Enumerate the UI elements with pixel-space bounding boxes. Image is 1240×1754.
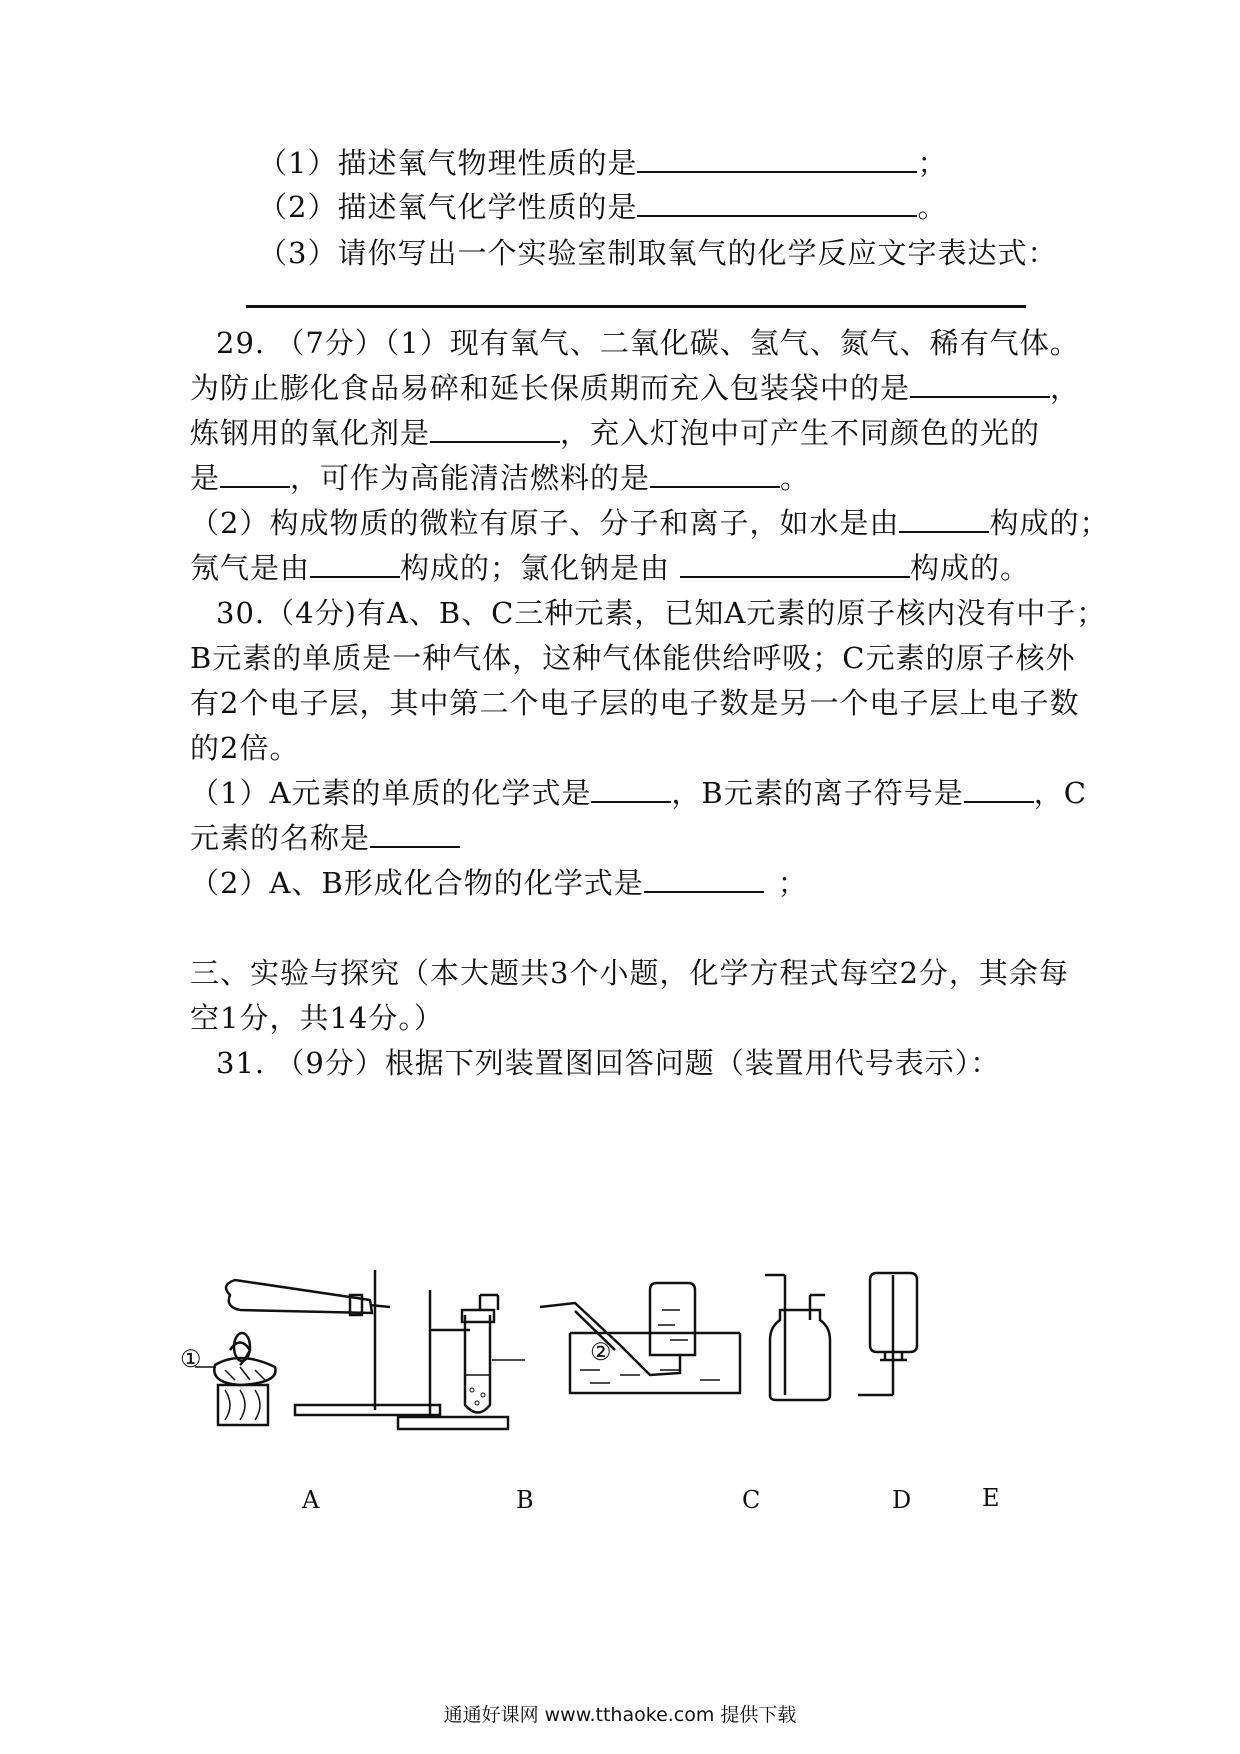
q30-line2: B元素的单质是一种气体，这种气体能供给呼吸；C元素的原子核外 — [190, 641, 1076, 675]
q30-line4: 的2倍。 — [190, 731, 300, 765]
answer-blank[interactable] — [430, 417, 560, 443]
section3-heading-line2: 空1分，共14分。） — [190, 1001, 444, 1035]
answer-blank[interactable] — [310, 552, 400, 578]
q30-line1: 30.（4分)有A、B、C三种元素，已知A元素的原子核内没有中子； — [216, 596, 1107, 630]
answer-blank[interactable] — [644, 867, 764, 893]
answer-blank[interactable] — [591, 777, 671, 803]
answer-blank[interactable] — [370, 822, 460, 848]
q28-part2: （2）描述氧气化学性质的是 。 — [258, 190, 948, 224]
answer-blank[interactable] — [899, 507, 989, 533]
marker-1: ① — [180, 1345, 202, 1373]
answer-blank[interactable] — [637, 147, 917, 173]
q29-line4: 是 ，可作为高能清洁燃料的是 。 — [190, 461, 811, 495]
q28-part1: （1）描述氧气物理性质的是 ； — [258, 146, 948, 180]
label-b: B — [516, 1486, 534, 1514]
marker-2: ② — [590, 1338, 612, 1366]
label-a: A — [302, 1486, 320, 1514]
answer-blank[interactable] — [964, 777, 1034, 803]
apparatus-b — [398, 1290, 525, 1429]
q28-part3: （3）请你写出一个实验室制取氧气的化学反应文字表达式： — [258, 236, 1058, 270]
apparatus-c — [540, 1283, 740, 1393]
q29-line5: （2）构成物质的微粒有原子、分子和离子，如水是由 构成的； — [190, 506, 1110, 540]
q29-line6: 氖气是由 构成的；氯化钠是由 构成的。 — [190, 551, 1031, 585]
apparatus-d — [765, 1275, 830, 1400]
label-d: D — [892, 1486, 912, 1514]
q29-line1: 29. （7分）（1）现有氧气、二氧化碳、氢气、氮气、稀有气体。 — [216, 326, 1080, 360]
section3-heading-line1: 三、实验与探究（本大题共3个小题，化学方程式每空2分，其余每 — [190, 956, 1069, 990]
answer-line[interactable] — [246, 305, 1026, 308]
label-e: E — [982, 1484, 1000, 1512]
q29-line3: 炼钢用的氧化剂是 ，充入灯泡中可产生不同颜色的光的 — [190, 416, 1041, 450]
label-c: C — [742, 1486, 761, 1514]
footer: 通通好课网 www.tthaoke.com 提供下载 — [443, 1704, 797, 1726]
q29-line2: 为防止膨化食品易碎和延长保质期而充入包装袋中的是 ， — [190, 371, 1081, 405]
answer-blank[interactable] — [910, 372, 1050, 398]
apparatus-a — [195, 1270, 440, 1425]
q30-line6: 元素的名称是 — [190, 821, 1070, 855]
q31-line1: 31. （9分）根据下列装置图回答问题（装置用代号表示）： — [216, 1046, 1001, 1080]
apparatus-figure — [180, 1255, 1040, 1485]
apparatus-e — [858, 1273, 917, 1395]
answer-blank[interactable] — [650, 462, 780, 488]
answer-blank[interactable] — [637, 191, 917, 217]
q30-line3: 有2个电子层，其中第二个电子层的电子数是另一个电子层上电子数 — [190, 686, 1080, 720]
q30-line7: （2）A、B形成化合物的化学式是 ； — [190, 866, 808, 900]
answer-blank[interactable] — [220, 462, 290, 488]
q30-line5: （1）A元素的单质的化学式是 ，B元素的离子符号是 ，C — [190, 776, 1087, 810]
answer-blank[interactable] — [680, 552, 910, 578]
